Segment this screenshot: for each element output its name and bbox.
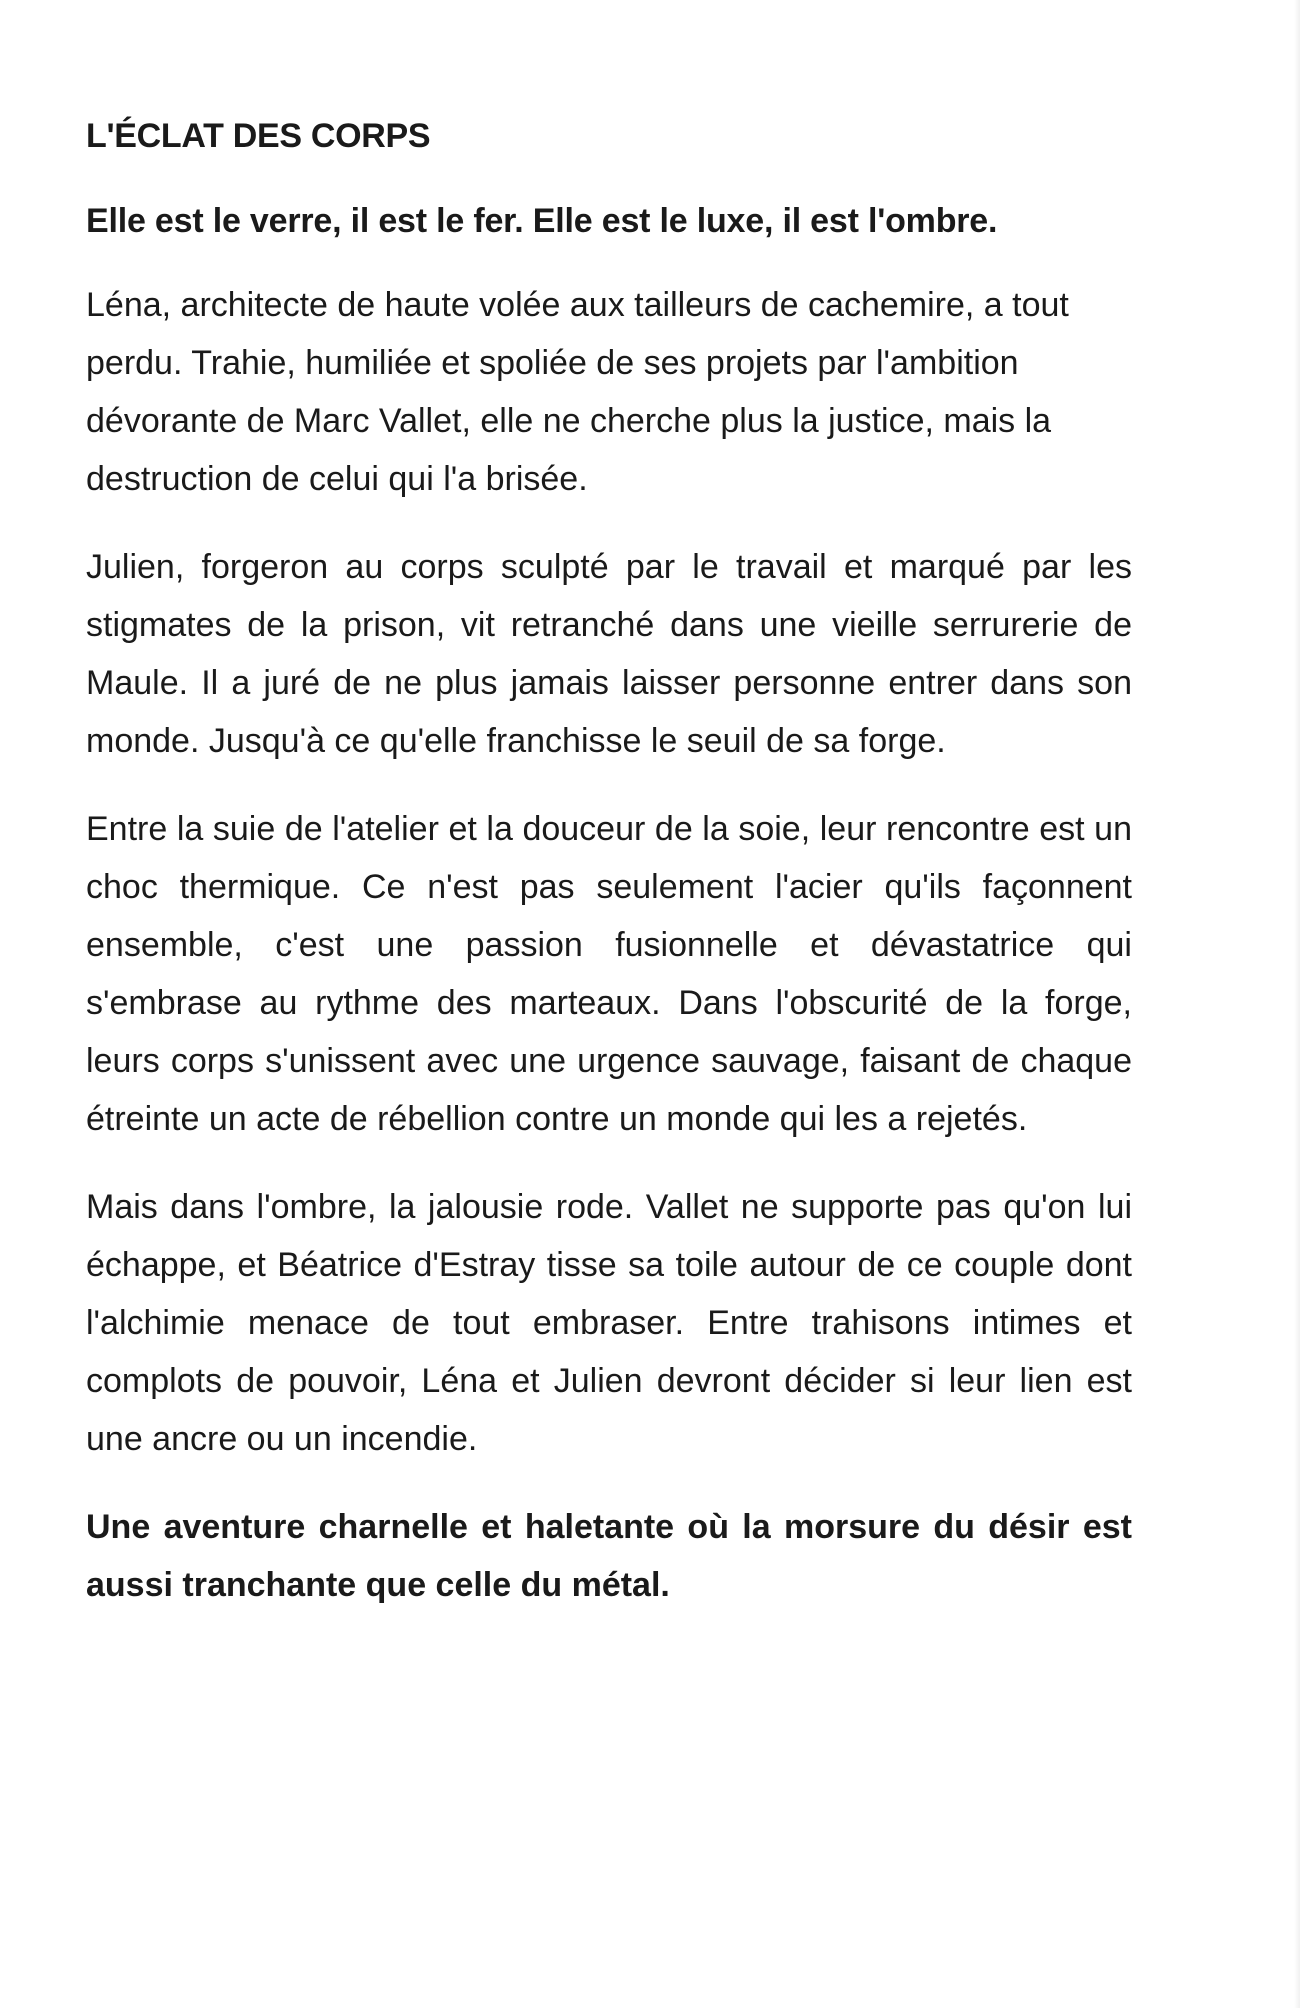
paragraph-jealousy: Mais dans l'ombre, la jalousie rode. Vallet ne supporte pas qu'on lui échappe, et Béatrice d'Estray tisse sa toile autour de ce couple dont l'alchimie menace de tout embraser. Entre trahisons intimes et complots de pouvoir, Léna et Julien devront décider si leur lien est une ancre ou un incendie.: [86, 1188, 1132, 1458]
paragraph-julien: Julien, forgeron au corps sculpté par le travail et marqué par les stigmates de la prison, vit retranché dans une vieille serrurerie de Maule. Il a juré de ne plus jamais laisser personne entrer dans son monde. Jusqu'à ce qu'elle franchisse le seuil de sa forge.: [86, 548, 1132, 760]
page-edge: [1294, 0, 1300, 2008]
closing-statement: Une aventure charnelle et haletante où la morsure du désir est aussi tranchante que celle du métal.: [86, 1508, 1132, 1604]
document-body: [86, 112, 1132, 1614]
paragraph-encounter: Entre la suie de l'atelier et la douceur de la soie, leur rencontre est un choc thermique. Ce n'est pas seulement l'acier qu'ils façonnent ensemble, c'est une passion fusionnelle et dévastatrice qui s'embrase au rythme des marteaux. Dans l'obscurité de la forge, leurs corps s'unissent avec une urgence sauvage, faisant de chaque étreinte un acte de rébellion contre un monde qui les a rejetés.: [86, 810, 1132, 1138]
document-title: L'ÉCLAT DES CORPS: [86, 117, 431, 155]
paragraph-lena: Léna, architecte de haute volée aux tailleurs de cachemire, a tout perdu. Trahie, humiliée et spoliée de ses projets par l'ambition dévorante de Marc Vallet, elle ne cherche plus la justice, mais la destruction de celui qui l'a brisée.: [86, 286, 1069, 498]
tagline: Elle est le verre, il est le fer. Elle est le luxe, il est l'ombre.: [86, 202, 998, 240]
